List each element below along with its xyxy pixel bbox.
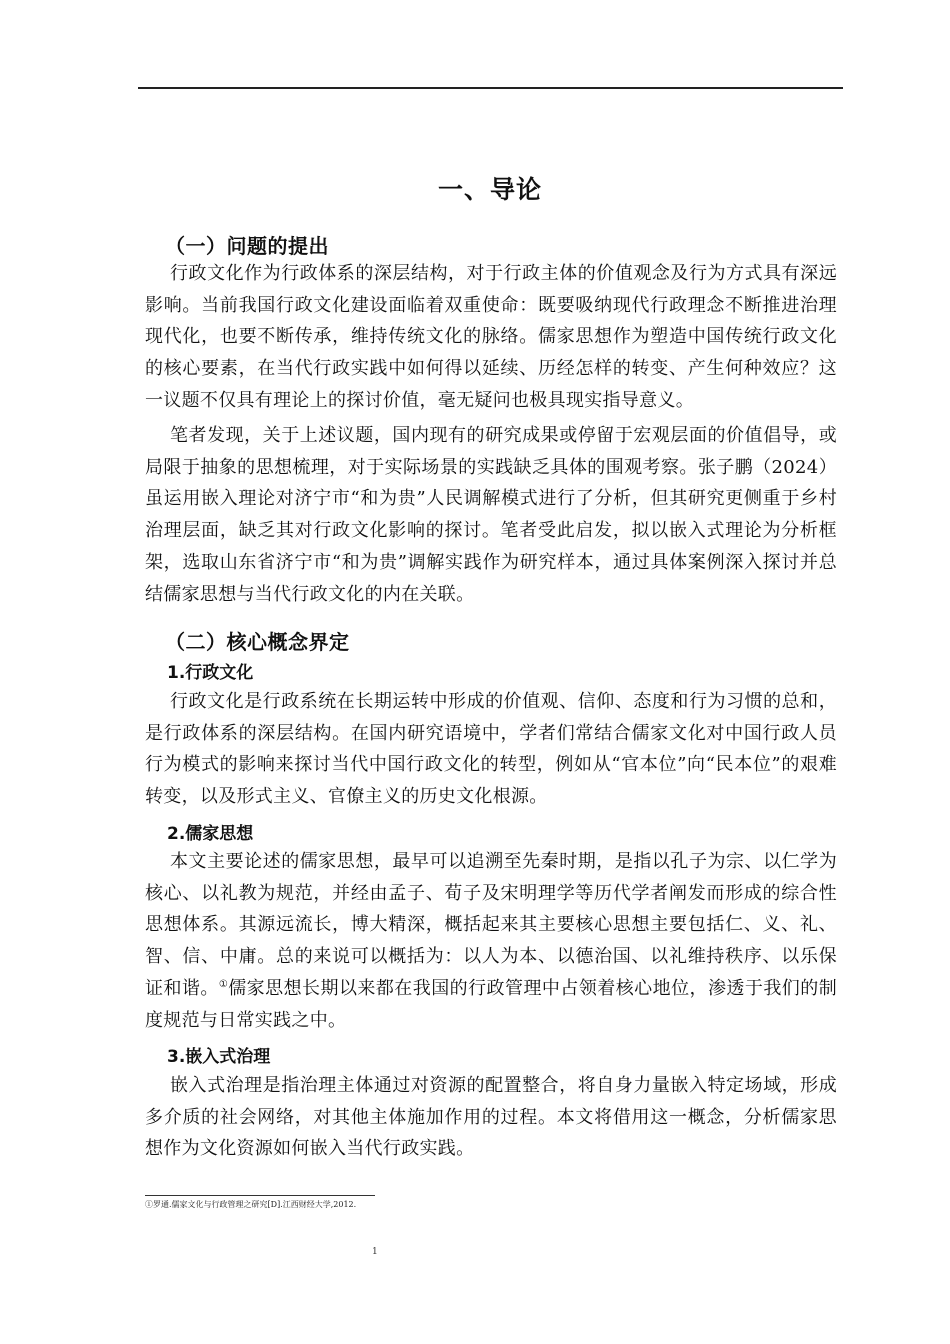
body-paragraph: [145, 846, 837, 1036]
section-heading-problem: （一）问题的提出: [165, 234, 329, 258]
page-number: 1: [372, 1247, 378, 1257]
footnote: ①罗通.儒家文化与行政管理之研究[D].江西财经大学,2012.: [145, 1200, 357, 1209]
body-paragraph: 笔者发现，关于上述议题，国内现有的研究成果或停留于宏观层面的价值倡导，或局限于抽象的思想梳理，对于实际场景的实践缺乏具体的围观考察。张子鹏（2024）虽运用嵌入理论对济宁市“和为贵”人民调解模式进行了分析，但其研究更侧重于乡村治理层面，缺乏其对行政文化影响的探讨。笔者受此启发，拟以嵌入式理论为分析框架，选取山东省济宁市“和为贵”调解实践作为研究样本，通过具体案例深入探讨并总结儒家思想与当代行政文化的内在关联。: [145, 425, 837, 605]
subsection-heading-admin-culture: 1.行政文化: [167, 663, 254, 683]
paragraph-text: 本文主要论述的儒家思想，最早可以追溯至先秦时期，是指以孔子为宗、以仁学为核心、以礼教为规范，并经由孟子、荀子及宋明理学等历代学者阐发而形成的综合性思想体系。其源远流长，博大精深，概括起来其主要核心思想主要包括仁、义、礼、智、信、中庸。总的来说可以概括为：以人为本、以德治国、以礼维持秩序、以乐保证和谐。: [145, 851, 837, 999]
paragraph-text: 儒家思想长期以来都在我国的行政管理中占领着核心地位，渗透于我们的制度规范与日常实践之中。: [145, 977, 837, 1031]
header-rule: [138, 87, 843, 89]
footnote-reference: ①: [218, 978, 229, 990]
subsection-heading-embedded-governance: 3.嵌入式治理: [167, 1047, 271, 1067]
body-paragraph: 行政文化是行政系统在长期运转中形成的价值观、信仰、态度和行为习惯的总和，是行政体系的深层结构。在国内研究语境中，学者们常结合儒家文化对中国行政人员行为模式的影响来探讨当代中国行政文化的转型，例如从“官本位”向“民本位”的艰难转变，以及形式主义、官僚主义的历史文化根源。: [145, 691, 837, 808]
footnote-rule: [145, 1195, 375, 1196]
section-heading-concepts: （二）核心概念界定: [165, 630, 350, 654]
body-paragraph: 行政文化作为行政体系的深层结构，对于行政主体的价值观念及行为方式具有深远影响。当前我国行政文化建设面临着双重使命：既要吸纳现代行政理念不断推进治理现代化，也要不断传承，维持传统文化的脉络。儒家思想作为塑造中国传统行政文化的核心要素，在当代行政实践中如何得以延续、历经怎样的转变、产生何种效应？这一议题不仅具有理论上的探讨价值，毫无疑问也极具现实指导意义。: [145, 263, 837, 411]
body-paragraph: 嵌入式治理是指治理主体通过对资源的配置整合，将自身力量嵌入特定场域，形成多介质的社会网络，对其他主体施加作用的过程。本文将借用这一概念，分析儒家思想作为文化资源如何嵌入当代行政实践。: [145, 1075, 837, 1160]
subsection-heading-confucianism: 2.儒家思想: [167, 824, 254, 844]
chapter-title: 一、导论: [437, 175, 542, 204]
